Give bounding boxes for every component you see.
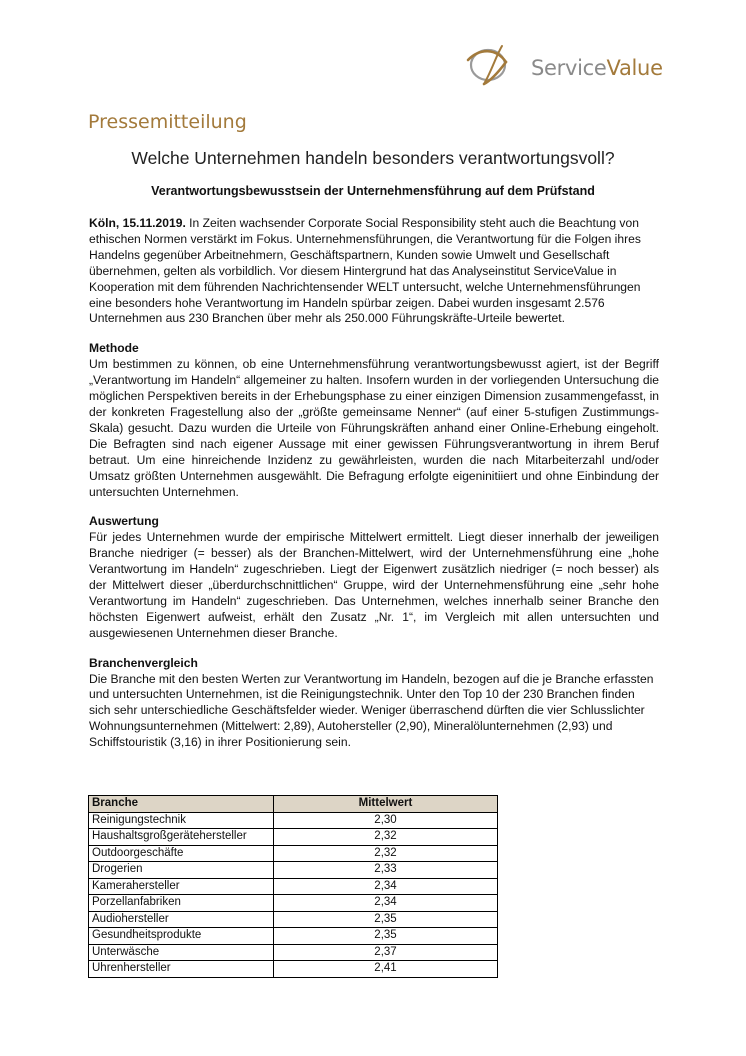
branche-cell: Uhrenhersteller: [89, 961, 274, 978]
branche-cell: Unterwäsche: [89, 944, 274, 961]
table-row: [89, 911, 498, 928]
page-title: Welche Unternehmen handeln besonders verantwortungsvoll?: [131, 148, 615, 168]
mittelwert-cell: 2,33: [274, 862, 498, 879]
section-heading-auswertung: Auswertung: [89, 514, 159, 529]
branche-cell: Audiohersteller: [89, 911, 274, 928]
table-row: [89, 961, 498, 978]
branche-cell: Gesundheitsprodukte: [89, 928, 274, 945]
branchenvergleich-paragraph: Die Branche mit den besten Werten zur Verantwortung im Handeln, bezogen auf die je Branche erfassten und untersuchten Unternehmen, ist die Reinigungstechnik. Unter den Top 10 der 230 Branchen finden sich sehr unterschiedliche Geschäftsfelder wieder. Weniger überraschend dürften die vier Schlusslichter Wohnungsunternehmen (Mittelwert: 2,89), Autohersteller (2,90), Mineralölunternehmen (2,93) und Schiffstouristik (3,16) in ihrer Positionierung sein.: [89, 671, 654, 750]
press-release-label: Pressemitteilung: [88, 111, 247, 133]
brand-name-part1: Service: [531, 56, 607, 80]
branche-cell: Drogerien: [89, 862, 274, 879]
methode-paragraph: Um bestimmen zu können, ob eine Unternehmensführung verantwortungsbewusst agiert, ist der Begriff „Verantwortung im Handeln“ allgemeiner zu halten. Insofern wurden in der vorliegenden Untersuchung die möglichen Perspektiven bereits in der Erhebungsphase zu einer einzigen Dimension zusammengefasst, in der konkreten Fragestellung also der „größte gemeinsame Nenner“ (auf einer 5-stufigen Zustimmungs-Skala) gesucht. Dazu wurden die Urteile von Führungskräften anhand einer Online-Erhebung eingeholt. Die Befragten sind nach eigener Aussage mit einer gewissen Führungsverantwortung in ihrem Beruf betraut. Um eine hinreichende Inzidenz zu gewährleisten, wurden die nach Mitarbeiterzahl und/oder Umsatz größten Unternehmen ausgewählt. Die Befragung erfolgte eigeninitiiert und ohne Einbindung der untersuchten Unternehmen.: [89, 357, 659, 499]
table-row: [89, 944, 498, 961]
page-subtitle: Verantwortungsbewusstsein der Unternehmensführung auf dem Prüfstand: [151, 184, 595, 198]
mittelwert-cell: 2,35: [274, 911, 498, 928]
branche-cell: Kamerahersteller: [89, 878, 274, 895]
mittelwert-cell: 2,41: [274, 961, 498, 978]
intro-text: In Zeiten wachsender Corporate Social Responsibility steht auch die Beachtung von ethischen Normen verstärkt im Fokus. Unternehmensführungen, die Verantwortung für die Folgen ihres Handelns gegenüber Arbeitnehmern, Geschäftspartnern, Kunden sowie Umwelt und Gesellschaft übernehmen, gelten als vorbildlich. Vor diesem Hintergrund hat das Analyseinstitut ServiceValue in Kooperation mit dem führenden Nachrichtensender WELT untersucht, welche Unternehmensführungen eine besonders hohe Verantwortung im Handeln spürbar zeigen. Dabei wurden insgesamt 2.576 Unternehmen aus 230 Branchen über mehr als 250.000 Führungskräfte-Urteile bewertet.: [89, 216, 641, 326]
branchen-table: [88, 795, 498, 978]
branche-cell: Haushaltsgroßgerätehersteller: [89, 829, 274, 846]
column-header-branche: Branche: [89, 796, 274, 813]
dateline: Köln, 15.11.2019.: [89, 216, 186, 230]
column-header-mittelwert: Mittelwert: [274, 796, 498, 813]
mittelwert-cell: 2,35: [274, 928, 498, 945]
table-row: [89, 829, 498, 846]
auswertung-paragraph: Für jedes Unternehmen wurde der empirische Mittelwert ermittelt. Liegt dieser innerhalb der jeweiligen Branche niedriger (= besser) als der Branchen-Mittelwert, wird der Unternehmensführung eine „hohe Verantwortung im Handeln“ zugeschrieben. Liegt der Eigenwert zusätzlich niedriger (= noch besser) als der Mittelwert dieser „überdurchschnittlichen“ Gruppe, wird der Unternehmensführung eine „sehr hohe Verantwortung im Handeln“ zugeschrieben. Das Unternehmen, welches innerhalb seiner Branche den höchsten Eigenwert aufweist, erhält den Zusatz „Nr. 1“, im Vergleich mit allen untersuchten und ausgewiesenen Unternehmen dieser Branche.: [89, 530, 659, 640]
branche-cell: Outdoorgeschäfte: [89, 845, 274, 862]
servicevalue-logo-icon: [462, 40, 526, 88]
table-row: [89, 812, 498, 829]
table-row: [89, 928, 498, 945]
mittelwert-cell: 2,37: [274, 944, 498, 961]
branche-cell: Porzellanfabriken: [89, 895, 274, 912]
intro-paragraph: [89, 216, 659, 327]
brand-name-part2: Value: [606, 56, 663, 80]
mittelwert-cell: 2,34: [274, 895, 498, 912]
mittelwert-cell: 2,30: [274, 812, 498, 829]
brand-name: [531, 56, 663, 80]
table-header-row: [89, 796, 498, 813]
mittelwert-cell: 2,32: [274, 829, 498, 846]
table-row: [89, 862, 498, 879]
section-heading-branchenvergleich: Branchenvergleich: [89, 655, 198, 670]
table-row: [89, 845, 498, 862]
section-heading-methode: Methode: [89, 341, 139, 356]
mittelwert-cell: 2,34: [274, 878, 498, 895]
article-body: [89, 216, 659, 765]
brand-logo: [462, 40, 672, 88]
table-row: [89, 878, 498, 895]
mittelwert-cell: 2,32: [274, 845, 498, 862]
table-row: [89, 895, 498, 912]
branche-cell: Reinigungstechnik: [89, 812, 274, 829]
